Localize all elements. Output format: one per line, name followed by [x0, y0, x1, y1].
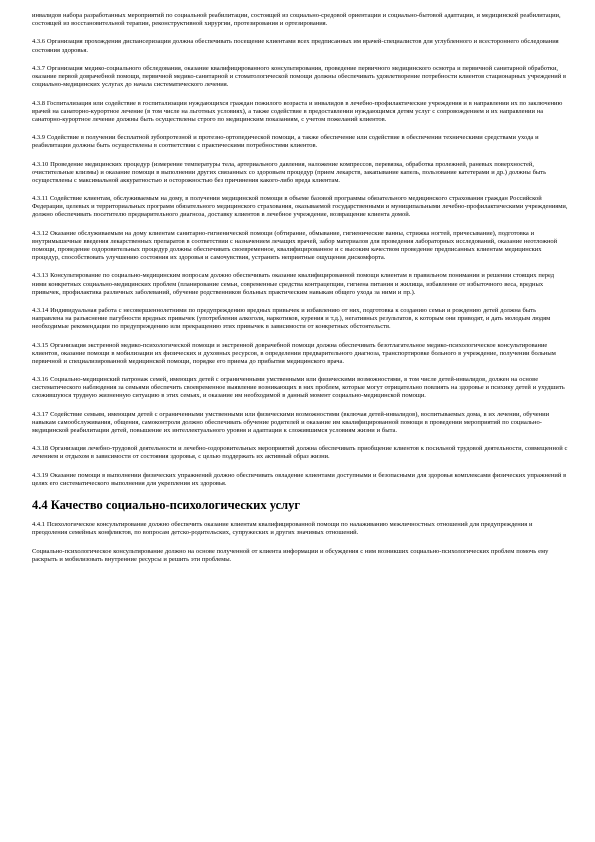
paragraph-4-3-19: 4.3.19 Оказание помощи в выполнении физических упражнений должно обеспечивать овладение клиентами доступными и безопасными для здоровья комплексами физических упражнений в целях его систематического выполнения для укрепления их здоровья.: [32, 471, 567, 487]
paragraph-4-3-8: 4.3.8 Госпитализация или содействие в госпитализации нуждающихся граждан пожилого возраста и инвалидов в лечебно-профилактические учреждения и в направлении их по заключению врачей на санаторно-курортное лечение (в том числе на льготных условиях), а также содействие в предоставлении нуждающимся детям услуг с сопровождением и их направлении на санаторно-курортное лечение должны быть осуществлены строго по медицинским показаниям, с учетом пожеланий клиентов.: [32, 99, 563, 123]
paragraph-4-3-5-continuation: инвалидов набора разработанных мероприятий по социальной реабилитации, состоящей из социально-средовой ориентации и социально-бытовой адаптации, и медицинской реабилитации, состоящей из восстановительной терапии, реконструктивной хирургии, протезирования и ортезирования.: [32, 12, 561, 28]
paragraph-4-3-10: 4.3.10 Проведение медицинских процедур (измерение температуры тела, артериального давления, наложение компрессов, перевязка, обработка пролежней, раневых поверхностей, очистительные клизмы) и оказание помощи в выполнении других связанных со здоровьем процедур (прием лекарств, закапывание капель, пользование катетерами и др.) должны быть осуществлены с максимальной аккуратностью и осторожностью без причинения какого-либо вреда клиентам.: [32, 160, 547, 184]
section-heading-4-4: 4.4 Качество социально-психологических услуг: [32, 498, 301, 513]
paragraph-4-3-7: 4.3.7 Организация медико-социального обследования, оказание квалифицированного консультирования, проведение первичного медицинского осмотра и первичной санитарной обработки, оказание первой доврачебной помощи, первичной медико-санитарной и стоматологической помощи должны обеспечивать удовлетворение потребности клиентов стационарных учреждений в социально-медицинских услугах до начала систематического лечения.: [32, 64, 567, 89]
paragraph-4-3-16: 4.3.16 Социально-медицинский патронаж семей, имеющих детей с ограниченными умственными или физическими возможностями, в том числе детей-инвалидов, должен на основе систематического наблюдения за семьями обеспечить своевременное выявление возникающих в них проблем, которые могут отрицательно повлиять на здоровье и психику детей и ухудшить сложившуюся трудную жизненную ситуацию в этих семьях, и оказание им необходимой в данный момент социально-медицинской помощи.: [32, 376, 565, 400]
paragraph-4-3-6: 4.3.6 Организация прохождения диспансеризации должна обеспечивать посещение клиентами всех предписанных им врачей-специалистов для углубленного и всестороннего обследования состояния здоровья.: [32, 38, 559, 54]
paragraph-4-4-1: 4.4.1 Психологическое консультирование должно обеспечить оказание клиентам квалифицированной помощи по налаживанию межличностных отношений для предупреждения и преодоления семейных конфликтов, по вопросам детско-родительских, супружеских и других значимых отношений.: [32, 521, 533, 537]
paragraph-4-3-15: 4.3.15 Организация экстренной медико-психологической помощи и экстренной доврачебной помощи должна обеспечивать безотлагательное медико-психологическое консультирование клиентов, оказание помощи в мобилизации их физических и духовных ресурсов, в определении предварительного диагноза, транспортировке больного в учреждение, получении больным первичной и специализированной медицинской помощи, порядке его приема до прибытия медицинского врача.: [32, 341, 556, 365]
paragraph-4-3-11: 4.3.11 Содействие клиентам, обслуживаемым на дому, в получении медицинской помощи в объеме базовой программы обязательного медицинского страхования граждан Российской Федерации, целевых и территориальных программ обязательного медицинского страхования, оказываемой государственными и муниципальными лечебно-профилактическими учреждениями, должно обеспечивать посетителю предварительного диагноза, доставку клиентов в лечебное учреждение, возвращение клиента домой.: [32, 195, 568, 219]
paragraph-4-3-18: 4.3.18 Организация лечебно-трудовой деятельности и лечебно-оздоровительных мероприятий должна обеспечивать приобщение клиентов к посильной трудовой деятельности, совмещенной с лечением и отдыхом в зависимости от состояния здоровья, с целью поддержать их активный образ жизни.: [32, 445, 568, 461]
paragraph-4-3-9: 4.3.9 Содействие в получении бесплатной зубопротезной и протезно-ортопедической помощи, а также обеспечение или содействие в обеспечении техническими средствами ухода и реабилитации должны быть осуществлены в соответствии с практическими потребностями клиентов.: [32, 134, 539, 150]
paragraph-4-3-14: 4.3.14 Индивидуальная работа с несовершеннолетними по предупреждению вредных привычек и избавлению от них, подготовка к созданию семьи и рождению детей должна быть направлена на разъяснение пагубности вредных привычек (употребления алкоголя, наркотиков, курения и т.д.), негативных результатов, к которым они приводят, и дать молодым людям необходимые рекомендации по предупреждению или прекращению этих привычек в зависимости от конкретных обстоятельств.: [32, 307, 551, 331]
paragraph-4-3-13: 4.3.13 Консультирование по социально-медицинским вопросам должно обеспечивать оказание квалифицированной помощи клиентам в правильном понимании и решении стоящих перед ними конкретных социально-медицинских проблем (планирование семьи, современные средства контрацепции, гигиена питания и жилища, избавление от избыточного веса, вредных привычек, профилактика различных заболеваний, обучение родственников больных практическим навыкам общего ухода за ними и пр.).: [32, 272, 555, 296]
paragraph-consulting-note: Социально-психологическое консультирование должно на основе полученной от клиента информации и обсуждения с ним возникших социально-психологических проблем помочь ему раскрыть и мобилизовать внутренние ресурсы и решить эти проблемы.: [32, 547, 549, 563]
paragraph-4-3-12: 4.3.12 Оказание обслуживаемым на дому клиентам санитарно-гигиенической помощи (обтирание, обмывание, гигиенические ванны, стрижка ногтей, причесывание), подготовка и внутримышечные введения лекарственных препаратов в соответствии с назначением лечащих врачей, забор материалов для проведения лабораторных исследований, оказание неотложной помощи, проведение оздоровительных процедур должны обеспечивать своевременное, квалифицированное и с высоким качеством проведение предписанных клиентам медицинских процедур, способствовать улучшению состояния их здоровья и самочувствия, устранить неприятные ощущения дискомфорта.: [32, 229, 558, 262]
paragraph-4-3-17: 4.3.17 Содействие семьям, имеющим детей с ограниченными умственными или физическими возможностями (включая детей-инвалидов), воспитываемых дома, в их лечении, обучении навыкам самообслуживания, общения, самоконтроля должно обеспечивать обучение родителей и оказание им квалифицированной помощи в проведении мероприятий по социально-медицинской реабилитации детей, повышение их интеллектуального уровня и адаптации к сложившимся условиям жизни и быта.: [32, 410, 550, 434]
